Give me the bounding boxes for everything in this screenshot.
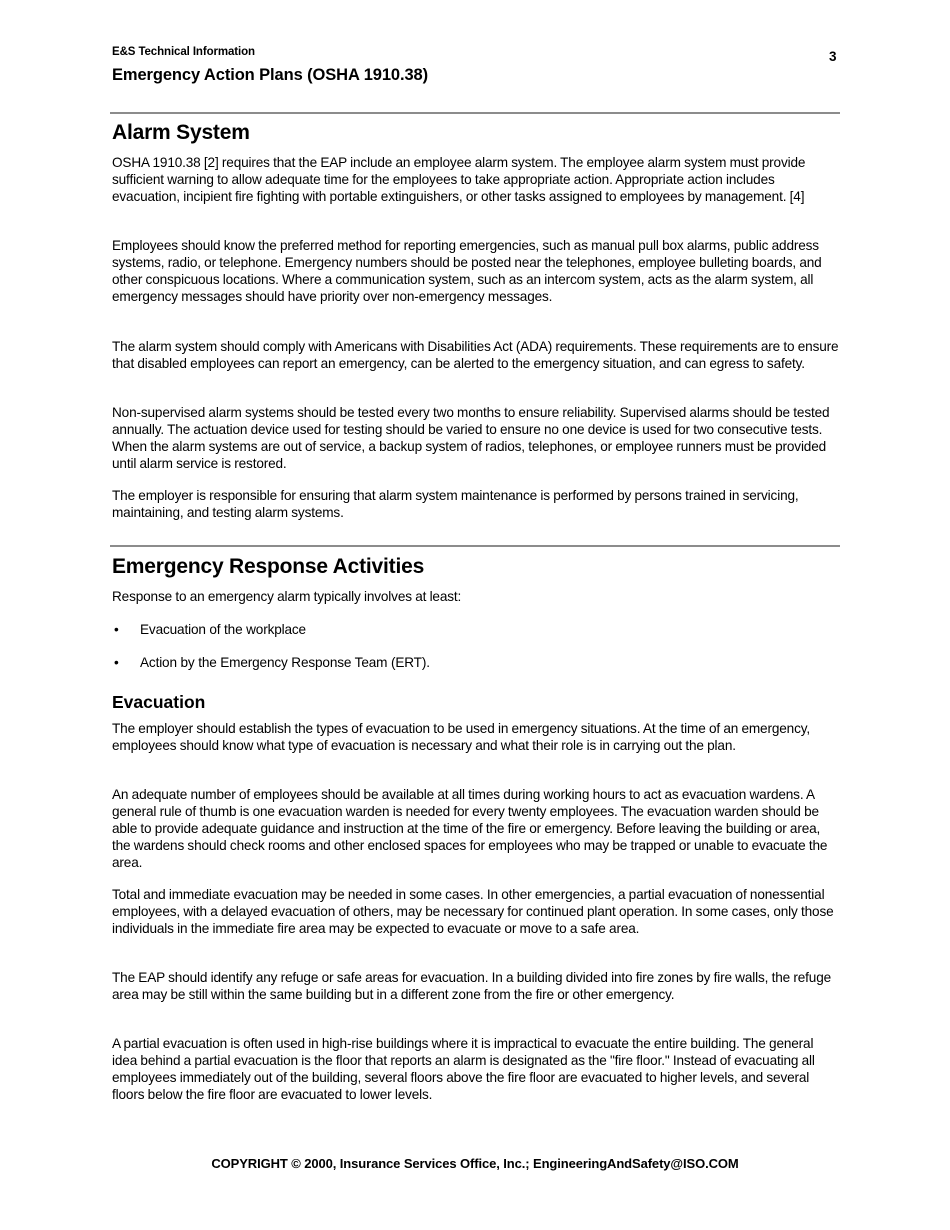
section-heading-emergency-response-activities: Emergency Response Activities [112,555,425,578]
paragraph: OSHA 1910.38 [2] requires that the EAP include an employee alarm system. The employee alarm system must provide sufficient warning to allow adequate time for the employees to take appropriate action. Appropriate action includes evacuation, incipient fire fighting with portable extinguishers, or other tasks assigned to employees by management. [4] [112,155,806,204]
paragraph: The alarm system should comply with Americans with Disabilities Act (ADA) requirements. These requirements are to ensure that disabled employees can report an emergency, can be alerted to the emergency situation, and can egress to safety. [112,339,839,371]
list-item-text: Action by the Emergency Response Team (ERT). [140,655,430,670]
copyright-footer: COPYRIGHT © 2000, Insurance Services Office, Inc.; EngineeringAndSafety@ISO.COM [211,1156,739,1171]
section-heading-alarm-system: Alarm System [112,121,250,144]
paragraph: The employer should establish the types of evacuation to be used in emergency situations. At the time of an emergency, employees should know what type of evacuation is necessary and what their role is in carrying out the plan. [112,721,810,753]
bullet-icon: • [114,655,119,670]
section-divider [110,112,840,114]
page-number: 3 [829,49,837,64]
list-item-text: Evacuation of the workplace [140,622,306,637]
paragraph: A partial evacuation is often used in high-rise buildings where it is impractical to evacuate the entire building. The general idea behind a partial evacuation is the floor that reports an alarm is designated as the "fire floor." Instead of evacuating all employees immediately out of the building, several floors above the fire floor are evacuated to higher levels, and several floors below the fire floor are evacuated to lower levels. [112,1036,815,1102]
paragraph: Employees should know the preferred method for reporting emergencies, such as manual pull box alarms, public address systems, radio, or telephone. Emergency numbers should be posted near the telephones, employee bulleting boards, and other conspicuous locations. Where a communication system, such as an intercom system, acts as the alarm system, all emergency messages should have priority over non-emergency messages. [112,238,822,304]
header-category: E&S Technical Information [112,46,255,58]
paragraph: Total and immediate evacuation may be needed in some cases. In other emergencies, a partial evacuation of nonessential employees, with a delayed evacuation of others, may be necessary for continued plant operation. In some cases, only those individuals in the immediate fire area may be expected to evacuate or move to a safe area. [112,887,834,936]
document-title: Emergency Action Plans (OSHA 1910.38) [112,66,429,84]
bullet-icon: • [114,622,119,637]
section-divider [110,545,840,547]
section-intro: Response to an emergency alarm typically involves at least: [112,589,462,604]
paragraph: Non-supervised alarm systems should be tested every two months to ensure reliability. Supervised alarms should be tested annually. The actuation device used for testing should be varied to ensure no one device is used for two consecutive tests. When the alarm systems are out of service, a backup system of radios, telephones, or employee runners must be provided until alarm service is restored. [112,405,830,471]
subsection-heading-evacuation: Evacuation [112,692,206,712]
paragraph: The EAP should identify any refuge or safe areas for evacuation. In a building divided into fire zones by fire walls, the refuge area may be still within the same building but in a different zone from the fire or other emergency. [112,970,832,1002]
paragraph: An adequate number of employees should be available at all times during working hours to act as evacuation wardens. A general rule of thumb is one evacuation warden is needed for every twenty employees. The evacuation warden should be able to provide adequate guidance and instruction at the time of the fire or emergency. Before leaving the building or area, the wardens should check rooms and other enclosed spaces for employees who may be trapped or unable to evacuate the area. [112,787,828,870]
paragraph: The employer is responsible for ensuring that alarm system maintenance is performed by persons trained in servicing, maintaining, and testing alarm systems. [112,488,799,520]
